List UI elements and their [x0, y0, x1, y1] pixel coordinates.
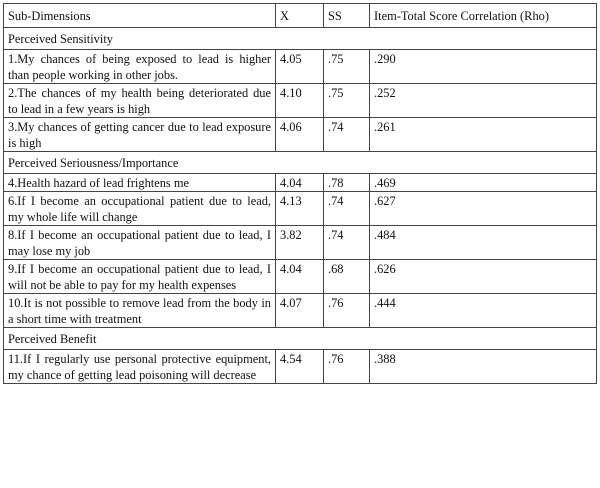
table-row: [4, 226, 597, 260]
table-row: [4, 260, 597, 294]
sd-value: .75: [324, 50, 370, 84]
sd-value: .74: [324, 192, 370, 226]
section-title: Perceived Benefit: [4, 328, 597, 350]
mean-value: 3.82: [276, 226, 324, 260]
mean-value: 4.13: [276, 192, 324, 226]
mean-value: 4.06: [276, 118, 324, 152]
sd-value: .75: [324, 84, 370, 118]
section-title: Perceived Sensitivity: [4, 28, 597, 50]
header-sd: SS: [324, 4, 370, 28]
rho-value: .626: [370, 260, 597, 294]
rho-value: .261: [370, 118, 597, 152]
mean-value: 4.10: [276, 84, 324, 118]
section-row: [4, 152, 597, 174]
table-row: [4, 174, 597, 192]
sd-value: .68: [324, 260, 370, 294]
sd-value: .76: [324, 294, 370, 328]
rho-value: .388: [370, 350, 597, 384]
header-row: [4, 4, 597, 28]
mean-value: 4.07: [276, 294, 324, 328]
table-body: [4, 28, 597, 384]
rho-value: .444: [370, 294, 597, 328]
sd-value: .74: [324, 226, 370, 260]
header-correlation: Item-Total Score Correlation (Rho): [370, 4, 597, 28]
mean-value: 4.04: [276, 174, 324, 192]
section-row: [4, 28, 597, 50]
item-text: 1.My chances of being exposed to lead is higher than people working in other jobs.: [4, 50, 276, 84]
item-text: 9.If I become an occupational patient due to lead, I will not be able to pay for my health expenses: [4, 260, 276, 294]
table-row: [4, 294, 597, 328]
section-row: [4, 328, 597, 350]
rho-value: .290: [370, 50, 597, 84]
header-sub-dimensions: Sub-Dimensions: [4, 4, 276, 28]
item-text: 6.If I become an occupational patient due to lead, my whole life will change: [4, 192, 276, 226]
sd-value: .74: [324, 118, 370, 152]
item-text: 11.If I regularly use personal protective equipment, my chance of getting lead poisoning will decrease: [4, 350, 276, 384]
item-statistics-table: [3, 3, 597, 384]
mean-value: 4.04: [276, 260, 324, 294]
rho-value: .252: [370, 84, 597, 118]
item-text: 2.The chances of my health being deteriorated due to lead in a few years is high: [4, 84, 276, 118]
rho-value: .627: [370, 192, 597, 226]
rho-value: .484: [370, 226, 597, 260]
table-row: [4, 192, 597, 226]
sd-value: .78: [324, 174, 370, 192]
item-text: 3.My chances of getting cancer due to lead exposure is high: [4, 118, 276, 152]
table-row: [4, 50, 597, 84]
table-row: [4, 118, 597, 152]
header-mean: X: [276, 4, 324, 28]
sd-value: .76: [324, 350, 370, 384]
rho-value: .469: [370, 174, 597, 192]
item-text: 4.Health hazard of lead frightens me: [4, 174, 276, 192]
item-text: 10.It is not possible to remove lead from the body in a short time with treatment: [4, 294, 276, 328]
mean-value: 4.05: [276, 50, 324, 84]
table-row: [4, 350, 597, 384]
section-title: Perceived Seriousness/Importance: [4, 152, 597, 174]
item-text: 8.If I become an occupational patient due to lead, I may lose my job: [4, 226, 276, 260]
table-row: [4, 84, 597, 118]
mean-value: 4.54: [276, 350, 324, 384]
